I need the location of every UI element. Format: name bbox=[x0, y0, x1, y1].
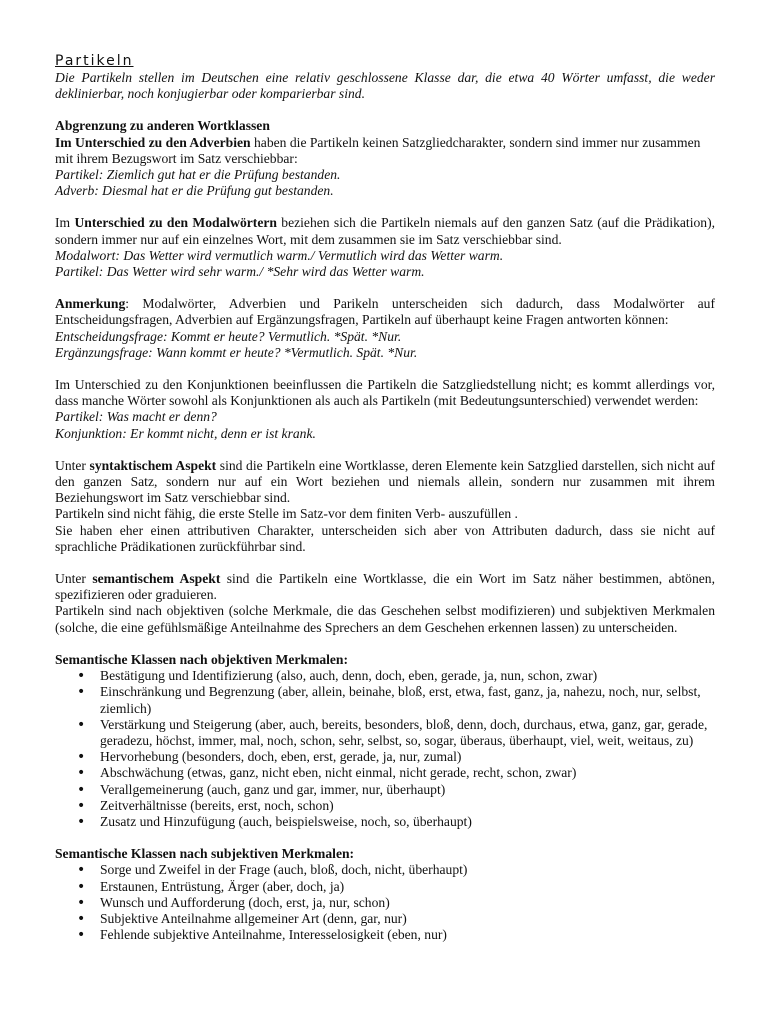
paragraph-text: sind die Partikeln eine Wortklasse, deren Elemente kein Satzglied darstellen, sich nicht auf den ganzen Satz, sondern nur auf ein Wort beziehen und niemals allein, sondern nur zusammen mit ihrem Beziehungswort im Satz verschiebbar sind. bbox=[55, 457, 715, 506]
document-page bbox=[55, 52, 715, 943]
paragraph-text: haben die Partikeln keinen Satzgliedcharakter, sondern sind immer nur zusammen mit ihrem Bezugswort im Satz verschiebbar: bbox=[55, 134, 701, 166]
section-syntaktisch bbox=[55, 458, 715, 555]
list-item: • Verstärkung und Steigerung (aber, auch, bereits, besonders, bloß, denn, doch, durchaus, etwa, ganz, gar, gerade, geradezu, höchst, immer, mal, noch, schon, sehr, selbst, so, sogar, überaus, überhaupt, viel, weit, weitaus, zu) bbox=[100, 717, 715, 749]
paragraph-adverbien bbox=[55, 135, 715, 167]
example-line: Partikel: Das Wetter wird sehr warm./ *Sehr wird das Wetter warm. bbox=[55, 264, 425, 280]
paragraph-text: sind die Partikeln eine Wortklasse, die ein Wort im Satz näher bestimmen, abtönen, spezifizieren oder graduieren. bbox=[55, 571, 715, 603]
example-line: Partikel: Ziemlich gut hat er die Prüfung bestanden. bbox=[55, 167, 341, 183]
example-line: Modalwort: Das Wetter wird vermutlich warm./ Vermutlich wird das Wetter warm. bbox=[55, 247, 504, 263]
list-item: • Verallgemeinerung (auch, ganz und gar, immer, nur, überhaupt) bbox=[100, 782, 715, 798]
section-heading: Semantische Klassen nach objektiven Merkmalen: bbox=[55, 651, 349, 667]
section-modalwoerter bbox=[55, 215, 715, 280]
example-line: Konjunktion: Er kommt nicht, denn er ist krank. bbox=[55, 425, 316, 441]
paragraph-syntaktisch bbox=[55, 458, 715, 507]
paragraph-text: Unter bbox=[55, 457, 90, 473]
subjektiv-list bbox=[55, 862, 715, 943]
bold-term: Anmerkung bbox=[55, 296, 126, 312]
list-item: • Hervorhebung (besonders, doch, eben, erst, gerade, ja, nur, zumal) bbox=[100, 749, 715, 765]
example-line: Partikel: Was macht er denn? bbox=[55, 409, 217, 425]
bold-term: Unterschied zu den Modalwörtern bbox=[74, 215, 277, 231]
objektiv-list bbox=[55, 668, 715, 830]
paragraph-modalwoerter bbox=[55, 215, 715, 247]
paragraph-text: Im bbox=[55, 215, 75, 231]
paragraph-text: Unter bbox=[55, 571, 93, 587]
list-item: • Wunsch und Aufforderung (doch, erst, ja, nur, schon) bbox=[100, 895, 715, 911]
list-item: • Zusatz und Hinzufügung (auch, beispielsweise, noch, so, überhaupt) bbox=[100, 814, 715, 830]
list-item: • Erstaunen, Entrüstung, Ärger (aber, doch, ja) bbox=[100, 879, 715, 895]
example-line: Adverb: Diesmal hat er die Prüfung gut bestanden. bbox=[55, 183, 334, 199]
section-abgrenzung bbox=[55, 118, 715, 199]
bold-term: syntaktischem Aspekt bbox=[89, 457, 217, 473]
intro-paragraph: Die Partikeln stellen im Deutschen eine relativ geschlossene Klasse dar, die etwa 40 Wörter umfasst, die weder deklinierbar, noch konjugierbar oder komparierbar sind. bbox=[55, 70, 715, 102]
example-line: Entscheidungsfrage: Kommt er heute? Vermutlich. *Spät. *Nur. bbox=[55, 328, 402, 344]
paragraph-text: beziehen sich die Partikeln niemals auf den ganzen Satz (auf die Prädikation), sondern immer nur auf ein einzelnes Wort, mit dem zusammen sie im Satz verschiebbar sind. bbox=[55, 215, 716, 247]
paragraph-line: Partikeln sind nach objektiven (solche Merkmale, die das Geschehen selbst modifizieren) und subjektiven Merkmalen (solche, die eine gefühlsmäßige Anteilnahme des Sprechers an dem Geschehen erkennen lassen) zu unterscheiden. bbox=[55, 603, 715, 635]
example-line: Ergänzungsfrage: Wann kommt er heute? *Vermutlich. Spät. *Nur. bbox=[55, 344, 418, 360]
list-item: • Einschränkung und Begrenzung (aber, allein, beinahe, bloß, erst, etwa, fast, ganz, ja, nahezu, noch, nur, selbst, ziemlich) bbox=[100, 684, 715, 716]
section-semantisch bbox=[55, 571, 715, 636]
section-objektiv bbox=[55, 652, 715, 830]
paragraph-line: Partikeln sind nicht fähig, die erste Stelle im Satz-vor dem finiten Verb- auszufüllen . bbox=[55, 506, 518, 522]
section-heading: Abgrenzung zu anderen Wortklassen bbox=[55, 118, 270, 134]
list-item: • Subjektive Anteilnahme allgemeiner Art (denn, gar, nur) bbox=[100, 911, 715, 927]
list-item: • Fehlende subjektive Anteilnahme, Interesselosigkeit (eben, nur) bbox=[100, 927, 715, 943]
list-item: • Abschwächung (etwas, ganz, nicht eben, nicht einmal, nicht gerade, recht, schon, zwar) bbox=[100, 765, 715, 781]
bold-term: Im Unterschied zu den Adverbien bbox=[55, 134, 251, 150]
paragraph-semantisch bbox=[55, 571, 715, 603]
section-subjektiv bbox=[55, 846, 715, 943]
section-anmerkung bbox=[55, 296, 715, 361]
bold-term: semantischem Aspekt bbox=[92, 571, 221, 587]
section-konjunktionen bbox=[55, 377, 715, 442]
list-item: • Zeitverhältnisse (bereits, erst, noch, schon) bbox=[100, 798, 715, 814]
paragraph-line: Sie haben eher einen attributiven Charakter, unterscheiden sich aber von Attributen dadurch, dass sie nicht auf sprachliche Prädikationen zurückführbar sind. bbox=[55, 522, 715, 554]
list-item: • Sorge und Zweifel in der Frage (auch, bloß, doch, nicht, überhaupt) bbox=[100, 862, 715, 878]
paragraph-konjunktionen: Im Unterschied zu den Konjunktionen beeinflussen die Partikeln die Satzgliedstellung nicht; es kommt allerdings vor, dass manche Wörter sowohl als Konjunktionen als auch als Partikeln (mit Bedeutungsunterschied) verwendet werden: bbox=[55, 377, 715, 409]
section-heading: Semantische Klassen nach subjektiven Merkmalen: bbox=[55, 846, 355, 862]
paragraph-text: : Modalwörter, Adverbien und Parikeln unterscheiden sich dadurch, dass Modalwörter auf Entscheidungsfragen, Adverbien auf Ergänzungsfragen, Partikeln auf überhaupt keine Fragen antworten können: bbox=[55, 296, 715, 328]
list-item: • Bestätigung und Identifizierung (also, auch, denn, doch, eben, gerade, ja, nun, schon, zwar) bbox=[100, 668, 715, 684]
page-title: Partikeln bbox=[55, 53, 134, 69]
paragraph-anmerkung bbox=[55, 296, 715, 328]
